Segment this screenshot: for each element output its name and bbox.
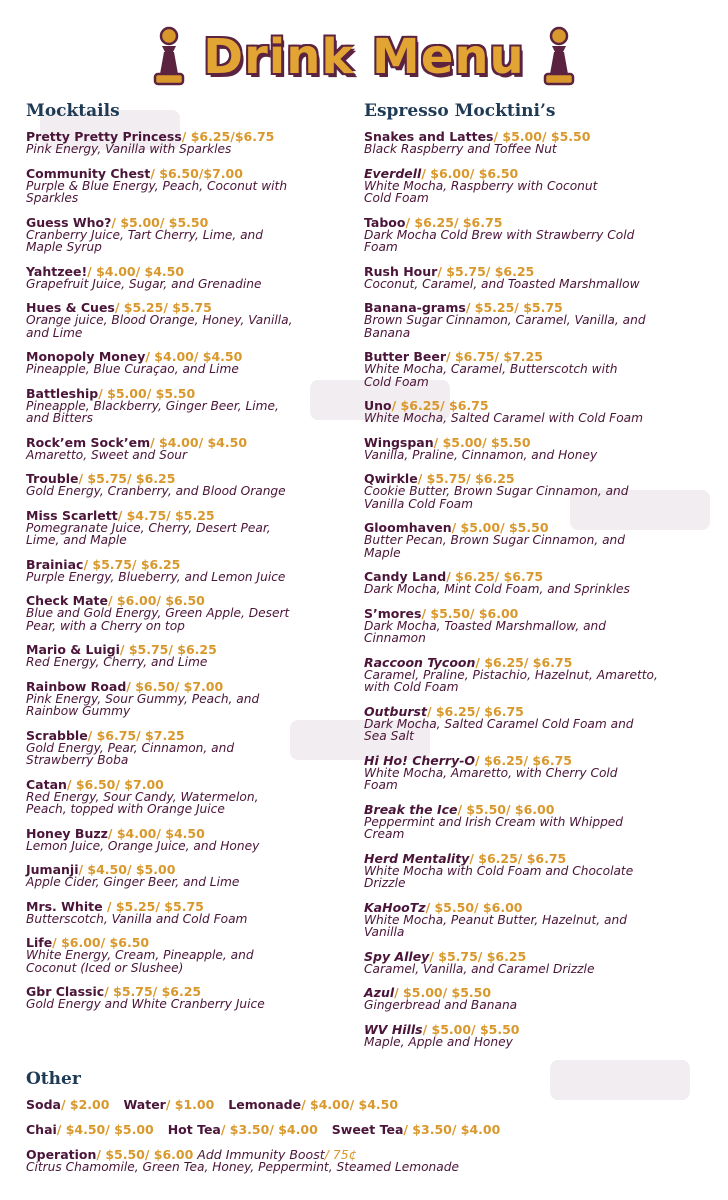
menu-item bbox=[364, 472, 704, 510]
item-description: Pear, with a Cherry on top bbox=[26, 618, 185, 633]
item-description: Foam bbox=[364, 240, 398, 254]
item-price: / $5.50/ $6.00 bbox=[421, 605, 519, 621]
item-price: / $5.75/ $6.25 bbox=[437, 263, 535, 279]
item-price: / $4.75/ $5.25 bbox=[117, 507, 215, 523]
item-price: / $3.50/ $4.00 bbox=[403, 1122, 501, 1137]
item-price: / $4.50/ $5.00 bbox=[56, 1122, 154, 1137]
item-description: Red Energy, Cherry, and Lime bbox=[26, 655, 208, 669]
menu-item bbox=[26, 680, 366, 718]
item-name: Taboo bbox=[364, 214, 406, 230]
item-name: Rush Hour bbox=[364, 263, 438, 279]
menu-item bbox=[364, 705, 704, 743]
item-price: / $5.75/ $6.25 bbox=[83, 556, 181, 572]
other-section bbox=[26, 1068, 716, 1174]
item-price: / $6.50/$7.00 bbox=[150, 165, 243, 181]
item-name: Gbr Classic bbox=[26, 984, 105, 999]
page-title: Drink Menu bbox=[203, 29, 525, 85]
item-price: / $5.00/ $5.50 bbox=[493, 129, 591, 144]
item-price: / $5.25/ $5.75 bbox=[465, 300, 563, 315]
menu-item bbox=[364, 852, 704, 890]
item-description: Caramel, Praline, Pistachio, Hazelnut, Amaretto, bbox=[364, 667, 658, 682]
item-description: White Mocha, Amaretto, with Cherry Cold bbox=[364, 765, 618, 780]
menu-item bbox=[26, 130, 366, 156]
item-price: / $5.25/ $5.75 bbox=[114, 300, 212, 315]
item-price: / $6.25/ $6.75 bbox=[426, 703, 524, 719]
item-name: Check Mate bbox=[26, 593, 108, 608]
item-description: Lime, and Maple bbox=[26, 533, 127, 547]
item-name: Banana-grams bbox=[364, 300, 466, 315]
menu-item bbox=[364, 656, 704, 694]
addon-label: Add Immunity Boost bbox=[193, 1147, 325, 1162]
item-description: Black Raspberry and Toffee Nut bbox=[364, 142, 557, 156]
item-price: / $6.00/ $6.50 bbox=[107, 593, 205, 608]
menu-item bbox=[364, 130, 704, 156]
item-description: Grapefruit Juice, Sugar, and Grenadine bbox=[26, 276, 262, 291]
item-description: White Mocha, Salted Caramel with Cold Foam bbox=[364, 411, 643, 425]
menu-item bbox=[364, 901, 704, 939]
espresso-list bbox=[364, 130, 704, 1048]
item-price: / $5.75/ $6.25 bbox=[78, 471, 176, 486]
item-name: Jumanji bbox=[26, 862, 79, 877]
item-name: Spy Alley bbox=[364, 948, 430, 964]
item-description: Cranberry Juice, Tart Cherry, Lime, and bbox=[26, 227, 263, 242]
item-description: Blue and Gold Energy, Green Apple, Desert bbox=[26, 606, 290, 620]
item-name: Yahtzee! bbox=[26, 263, 88, 279]
item-price: / $6.00/ $6.50 bbox=[421, 165, 519, 181]
item-price: / $4.50/ $5.00 bbox=[78, 862, 176, 877]
item-name: Snakes and Lattes bbox=[364, 129, 494, 144]
menu-item bbox=[26, 594, 366, 632]
other-row bbox=[26, 1098, 716, 1111]
item-description: Gold Energy, Cranberry, and Blood Orange bbox=[26, 484, 286, 498]
menu-item bbox=[364, 265, 704, 291]
item-name: Outburst bbox=[364, 703, 427, 719]
pawn-icon bbox=[151, 26, 187, 88]
item-name: KaHooTz bbox=[364, 899, 426, 915]
item-description: Maple bbox=[364, 545, 401, 560]
menu-header bbox=[0, 18, 728, 96]
menu-item bbox=[364, 986, 704, 1012]
item-description: Gold Energy and White Cranberry Juice bbox=[26, 997, 265, 1011]
item-name: Qwirkle bbox=[364, 471, 418, 486]
item-name: Lemonade bbox=[228, 1097, 302, 1112]
item-name: Chai bbox=[26, 1122, 57, 1137]
item-description: Sea Salt bbox=[364, 729, 414, 743]
menu-item bbox=[26, 436, 366, 462]
item-price: / $5.75/ $6.25 bbox=[429, 948, 527, 964]
menu-item bbox=[364, 1023, 704, 1049]
item-price: / $5.25/ $5.75 bbox=[106, 898, 204, 914]
item-price: / $5.50/ $6.00 bbox=[457, 801, 555, 817]
item-name: Candy Land bbox=[364, 569, 447, 584]
item-description: Vanilla bbox=[364, 925, 405, 939]
menu-item bbox=[364, 607, 704, 645]
menu-item bbox=[26, 778, 366, 816]
item-name: Operation bbox=[26, 1147, 97, 1162]
item-description: Rainbow Gummy bbox=[26, 704, 131, 718]
menu-item bbox=[26, 936, 366, 974]
item-name: Mrs. White bbox=[26, 898, 107, 914]
item-name: Hi Ho! Cherry-O bbox=[364, 752, 476, 768]
menu-item bbox=[26, 558, 366, 584]
menu-item bbox=[364, 436, 704, 462]
item-description: Peach, topped with Orange Juice bbox=[26, 802, 225, 816]
item-price: / $5.00/ $5.50 bbox=[394, 985, 492, 1000]
item-price: / $6.00/ $6.50 bbox=[52, 935, 150, 950]
item-description: Strawberry Boba bbox=[26, 753, 129, 767]
item-description: Vanilla Cold Foam bbox=[364, 496, 474, 511]
item-description: Butter Pecan, Brown Sugar Cinnamon, and bbox=[364, 533, 626, 547]
item-description: and Bitters bbox=[26, 411, 93, 425]
item-description: Banana bbox=[364, 325, 411, 340]
item-price: / $5.00/ $5.50 bbox=[433, 434, 531, 450]
item-description: Brown Sugar Cinnamon, Caramel, Vanilla, and bbox=[364, 313, 646, 327]
item-description: Butterscotch, Vanilla and Cold Foam bbox=[26, 911, 248, 926]
item-description: Amaretto, Sweet and Sour bbox=[26, 447, 188, 462]
item-name: Water bbox=[123, 1097, 166, 1112]
item-name: Battleship bbox=[26, 385, 99, 401]
addon-price: / 75¢ bbox=[324, 1147, 357, 1162]
item-description: White Mocha, Raspberry with Coconut bbox=[364, 178, 598, 193]
item-name: Hues & Cues bbox=[26, 300, 115, 315]
item-description: White Energy, Cream, Pineapple, and bbox=[26, 948, 254, 962]
item-name: Guess Who? bbox=[26, 214, 112, 230]
item-name: WV Hills bbox=[364, 1021, 423, 1037]
item-description: Lemon Juice, Orange Juice, and Honey bbox=[26, 838, 260, 853]
item-name: Butter Beer bbox=[364, 349, 447, 364]
item-price: / $6.75/ $7.25 bbox=[87, 727, 185, 743]
item-price: / $2.00 bbox=[60, 1097, 110, 1112]
item-description: Sparkles bbox=[26, 191, 79, 205]
section-title: Espresso Mocktini’s bbox=[364, 101, 556, 121]
item-description: Apple Cider, Ginger Beer, and Lime bbox=[26, 875, 240, 889]
item-name: Brainiac bbox=[26, 556, 84, 572]
item-name: Monopoly Money bbox=[26, 349, 146, 364]
item-name: Mario & Luigi bbox=[26, 642, 120, 657]
item-name: Rainbow Road bbox=[26, 678, 127, 694]
item-name: Soda bbox=[26, 1097, 61, 1112]
menu-item bbox=[26, 265, 366, 291]
item-price: / $5.75/ $6.25 bbox=[119, 642, 217, 657]
item-description: Coconut, Caramel, and Toasted Marshmallow bbox=[364, 276, 640, 291]
item-price: / $6.25/ $6.75 bbox=[469, 850, 567, 866]
item-description: Pineapple, Blackberry, Ginger Beer, Lime, bbox=[26, 398, 279, 413]
item-description: with Cold Foam bbox=[364, 680, 459, 694]
item-description: Purple & Blue Energy, Peach, Coconut with bbox=[26, 178, 288, 193]
item-price: / $6.25/ $6.75 bbox=[391, 398, 489, 413]
menu-item bbox=[26, 350, 366, 376]
item-description: White Mocha, Caramel, Butterscotch with bbox=[364, 362, 618, 376]
item-name: Gloomhaven bbox=[364, 520, 452, 535]
menu-item bbox=[364, 570, 704, 596]
item-price: / $5.00/ $5.50 bbox=[111, 214, 209, 230]
mocktails-list bbox=[26, 130, 366, 1011]
item-description: White Mocha, Peanut Butter, Hazelnut, and bbox=[364, 912, 627, 927]
menu-item bbox=[26, 216, 366, 254]
menu-item bbox=[364, 950, 704, 976]
item-price: / $5.50/ $6.00 bbox=[425, 899, 523, 915]
item-description: Peppermint and Irish Cream with Whipped bbox=[364, 814, 624, 829]
other-row bbox=[26, 1123, 716, 1136]
item-description: Cookie Butter, Brown Sugar Cinnamon, and bbox=[364, 484, 629, 498]
menu-item bbox=[26, 827, 366, 853]
item-description: Vanilla, Praline, Cinnamon, and Honey bbox=[364, 447, 598, 462]
item-name: Scrabble bbox=[26, 727, 88, 743]
menu-item bbox=[364, 167, 704, 205]
item-description: Pomegranate Juice, Cherry, Desert Pear, bbox=[26, 520, 271, 535]
item-name: Herd Mentality bbox=[364, 850, 470, 866]
menu-item bbox=[364, 399, 704, 425]
menu-item bbox=[26, 472, 366, 498]
item-price: / $5.00/ $5.50 bbox=[451, 520, 549, 535]
pawn-icon bbox=[541, 26, 577, 88]
menu-item bbox=[364, 754, 704, 792]
item-description: Dark Mocha, Mint Cold Foam, and Sprinkles bbox=[364, 582, 630, 596]
item-description: Citrus Chamomile, Green Tea, Honey, Peppermint, Steamed Lemonade bbox=[26, 1160, 459, 1174]
item-name: Everdell bbox=[364, 165, 422, 181]
item-name: Catan bbox=[26, 776, 67, 792]
item-name: Hot Tea bbox=[167, 1122, 221, 1137]
item-price: / $6.75/ $7.25 bbox=[446, 349, 543, 364]
menu-item bbox=[26, 729, 366, 767]
item-name: Break the Ice bbox=[364, 801, 458, 817]
item-name: Life bbox=[26, 935, 53, 950]
item-price: / $3.50/ $4.00 bbox=[220, 1122, 318, 1137]
item-description: Coconut (Iced or Slushee) bbox=[26, 960, 184, 975]
item-name: Miss Scarlett bbox=[26, 507, 118, 523]
item-price: / $6.25/$6.75 bbox=[181, 129, 275, 144]
item-description: Red Energy, Sour Candy, Watermelon, bbox=[26, 789, 259, 804]
item-description: Cream bbox=[364, 827, 405, 841]
item-description: Gingerbread and Banana bbox=[364, 998, 518, 1012]
espresso-section bbox=[364, 100, 704, 1059]
item-description: Drizzle bbox=[364, 876, 406, 890]
menu-item bbox=[364, 350, 704, 388]
item-price: / $5.50/ $6.00 bbox=[96, 1147, 194, 1162]
item-price: / $6.25/ $6.75 bbox=[475, 752, 572, 768]
item-description: Maple Syrup bbox=[26, 240, 102, 254]
item-description: White Mocha with Cold Foam and Chocolate bbox=[364, 863, 634, 878]
item-description: Cold Foam bbox=[364, 191, 429, 205]
item-description: Dark Mocha, Toasted Marshmallow, and bbox=[364, 618, 607, 633]
menu-item bbox=[26, 900, 366, 926]
item-description: Pink Energy, Sour Gummy, Peach, and bbox=[26, 691, 260, 706]
item-name: Rock’em Sock’em bbox=[26, 434, 151, 450]
item-description: Dark Mocha, Salted Caramel Cold Foam and bbox=[364, 716, 634, 731]
item-description: and Lime bbox=[26, 325, 83, 340]
mocktails-section bbox=[26, 100, 366, 1022]
item-name: Sweet Tea bbox=[331, 1122, 404, 1137]
menu-item bbox=[364, 521, 704, 559]
item-price: / $6.50/ $7.00 bbox=[66, 776, 164, 792]
item-description: Foam bbox=[364, 778, 398, 792]
item-description: Pink Energy, Vanilla with Sparkles bbox=[26, 142, 232, 156]
item-price: / $4.00/ $4.50 bbox=[145, 349, 243, 364]
item-name: S’mores bbox=[364, 605, 422, 621]
item-description: Caramel, Vanilla, and Caramel Drizzle bbox=[364, 961, 595, 976]
section-title: Mocktails bbox=[26, 101, 120, 121]
item-name: Community Chest bbox=[26, 165, 151, 181]
menu-item bbox=[26, 643, 366, 669]
item-price: / $5.75/ $6.25 bbox=[417, 471, 515, 486]
item-name: Uno bbox=[364, 398, 392, 413]
item-description: Cold Foam bbox=[364, 374, 429, 389]
menu-item bbox=[26, 301, 366, 339]
menu-item bbox=[26, 985, 366, 1011]
item-price: / $4.00/ $4.50 bbox=[150, 434, 248, 450]
item-name: Pretty Pretty Princess bbox=[26, 129, 182, 144]
item-name: Raccoon Tycoon bbox=[364, 654, 476, 670]
item-description: Maple, Apple and Honey bbox=[364, 1034, 513, 1049]
operation-item bbox=[26, 1148, 716, 1174]
item-price: / $5.00/ $5.50 bbox=[422, 1021, 520, 1037]
menu-item bbox=[364, 301, 704, 339]
item-description: Pineapple, Blue Curaçao, and Lime bbox=[26, 362, 239, 376]
item-name: Wingspan bbox=[364, 434, 434, 450]
item-price: / $6.25/ $6.75 bbox=[475, 654, 573, 670]
menu-item bbox=[26, 509, 366, 547]
item-price: / $6.50/ $7.00 bbox=[126, 678, 224, 694]
item-price: / $5.00/ $5.50 bbox=[98, 385, 196, 401]
item-description: Purple Energy, Blueberry, and Lemon Juice bbox=[26, 569, 286, 584]
item-price: / $6.25/ $6.75 bbox=[446, 569, 544, 584]
item-price: / $1.00 bbox=[165, 1097, 215, 1112]
item-description: Cinnamon bbox=[364, 631, 426, 645]
menu-item bbox=[26, 387, 366, 425]
item-name: Honey Buzz bbox=[26, 825, 108, 841]
item-price: / $6.25/ $6.75 bbox=[405, 214, 503, 230]
item-description: Gold Energy, Pear, Cinnamon, and bbox=[26, 740, 235, 755]
menu-item bbox=[26, 167, 366, 205]
menu-item bbox=[26, 863, 366, 889]
item-description: Orange juice, Blood Orange, Honey, Vanilla, bbox=[26, 313, 293, 327]
item-name: Trouble bbox=[26, 471, 79, 486]
item-price: / $5.75/ $6.25 bbox=[104, 984, 202, 999]
item-price: / $4.00/ $4.50 bbox=[301, 1097, 399, 1112]
item-price: / $4.00/ $4.50 bbox=[107, 825, 205, 841]
menu-item bbox=[364, 803, 704, 841]
item-name: Azul bbox=[364, 985, 395, 1000]
menu-item bbox=[364, 216, 704, 254]
section-title: Other bbox=[26, 1069, 81, 1089]
item-description: Dark Mocha Cold Brew with Strawberry Cold bbox=[364, 227, 635, 242]
item-price: / $4.00/ $4.50 bbox=[87, 263, 185, 279]
